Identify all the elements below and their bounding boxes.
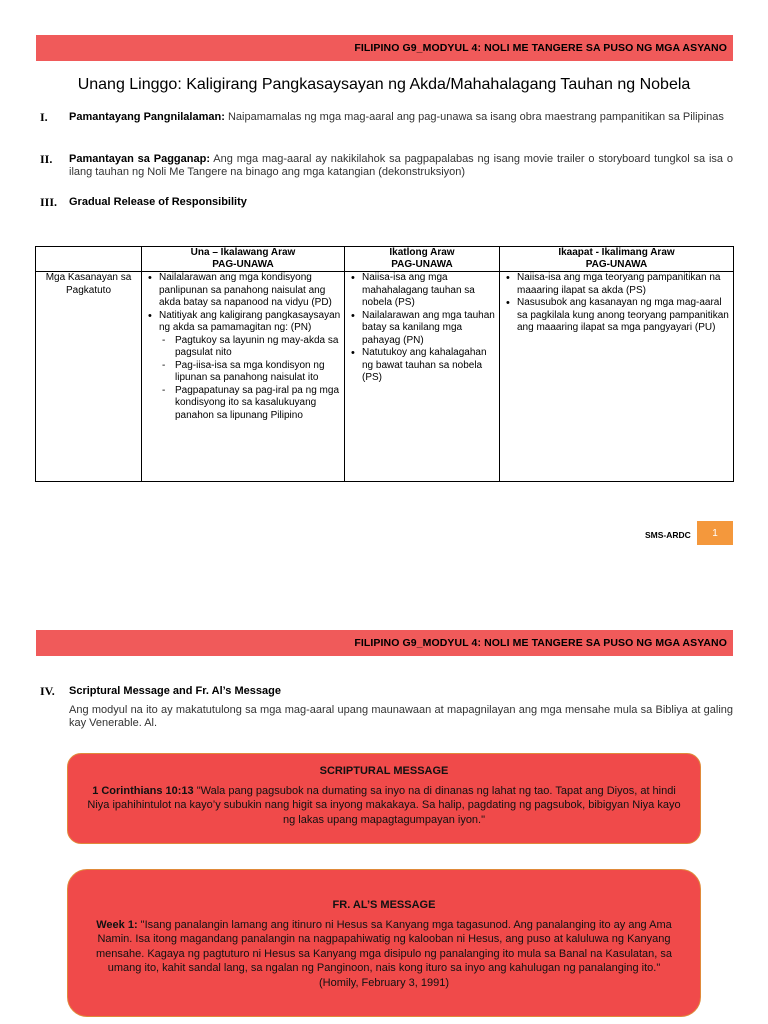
sub-list-item: - Pagtukoy sa layunin ng may-akda sa pagsulat nito xyxy=(175,335,341,360)
scripture-text: "Wala pang pagsubok na dumating sa inyo na di dinanas ng lahat ng tao. Tapat ang Diyos, at hindi Niya ipahihintulot na kayo’y subukin nang higit sa inyong makakaya. Sa halip, pagdating ng pagsubok, bibigyan Niya kayo ng lakas upang mapagtagumpayan iyon." xyxy=(87,784,681,826)
section-1 xyxy=(36,111,733,124)
section-text: Naipamamalas ng mga mag-aaral ang pag-unawa sa isang obra maestrang pampanitikan sa Pilipinas xyxy=(227,111,724,123)
section-number: III. xyxy=(40,195,58,209)
fr-al-message-box xyxy=(67,869,701,1017)
section-label: Gradual Release of Responsibility xyxy=(69,196,247,208)
table-header-row xyxy=(36,247,734,272)
module-header-title: FILIPINO G9_MODYUL 4: NOLI ME TANGERE SA PUSO NG MGA ASYANO xyxy=(354,42,727,54)
table-header-cell xyxy=(345,247,500,272)
module-header-title: FILIPINO G9_MODYUL 4: NOLI ME TANGERE SA PUSO NG MGA ASYANO xyxy=(354,637,727,649)
table-header-cell xyxy=(142,247,345,272)
sub-list-item: - Pag-iisa-isa sa mga kondisyon ng lipunan sa panahong naisulat ito xyxy=(175,360,341,385)
row-label: Mga Kasanayan sa Pagkatuto xyxy=(36,272,142,482)
column-day: Una – Ikalawang Araw xyxy=(190,247,296,258)
footer-tag: SMS-ARDC xyxy=(645,530,691,540)
column-day: Ikaapat - Ikalimang Araw xyxy=(558,247,675,258)
sub-list-item: - Pagpapatunay sa pag-iral pa ng mga kondisyong ito sa kasalukuyang panahon sa lipunang Pilipino xyxy=(175,385,341,423)
section-number: I. xyxy=(40,110,48,124)
page-number: 1 xyxy=(697,521,733,545)
table-header-cell xyxy=(500,247,734,272)
scriptural-message-title: SCRIPTURAL MESSAGE xyxy=(319,765,449,777)
table-cell-col3 xyxy=(500,272,734,482)
section-2 xyxy=(36,153,733,179)
fr-al-message-body xyxy=(90,918,678,991)
section-text: Ang modyul na ito ay makatutulong sa mga mag-aaral upang maunawaan at mapagnilayan ang mga mensahe mula sa Bibliya at galing kay Venerable. Al. xyxy=(69,704,733,729)
fr-al-text: "Isang panalangin lamang ang itinuro ni Hesus sa Kanyang mga tagasunod. Ang panalanging ito ay ang Ama Namin. Isa itong magandang panalangin na nagpapahiwatig ng kalooban ni Hesus, ang puso at kaluluwa ng Kanyang mensahe. Kagaya ng pagtuturo ni Hesus sa Kanyang mga disipulo ng panalanging ito mula sa Banal na Kasulatan, sa umang ito, kahit sandal lang, sa ngalan ng Panginoon, nais kong ituro sa inyo ang kahulugan ng panalanging ito." (Homily, February 3, 1991) xyxy=(95,918,673,989)
section-label: Pamantayan sa Pagganap: xyxy=(69,153,210,165)
list-item: • Naiisa-isa ang mga teoryang pampanitikan na maaaring ilapat sa akda (PS) xyxy=(517,272,730,297)
fr-al-message-title: FR. AL’S MESSAGE xyxy=(332,899,436,911)
list-item: • Nailalarawan ang mga kondisyong panlipunan sa panahong naisulat ang akda batay sa napanood na vidyu (PD) xyxy=(159,272,341,310)
document-title: Unang Linggo: Kaligirang Pangkasaysayan ng Akda/Mahahalagang Tauhan ng Nobela xyxy=(77,76,691,93)
table-cell-col1 xyxy=(142,272,345,482)
list-item: • Natutukoy ang kahalagahan ng bawat tauhan sa nobela (PS) xyxy=(362,347,496,385)
module-header-bar xyxy=(36,35,733,61)
list-item: • Nasusubok ang kasanayan ng mga mag-aaral sa pagkilala kung anong teoryang pampanitikan ang maaaring ilapat sa mga pangyayari (PU) xyxy=(517,297,730,335)
column-phase: PAG-UNAWA xyxy=(391,259,453,270)
section-number: IV. xyxy=(40,684,55,698)
section-number: II. xyxy=(40,152,53,166)
list-item: • Naiisa-isa ang mga mahahalagang tauhan sa nobela (PS) xyxy=(362,272,496,310)
column-phase: PAG-UNAWA xyxy=(585,259,648,270)
gradual-release-table xyxy=(35,246,734,482)
list-item: • Nailalarawan ang mga tauhan batay sa kanilang mga pahayag (PN) xyxy=(362,310,496,348)
week-label: Week 1: xyxy=(96,918,138,931)
module-header-bar xyxy=(36,630,733,656)
scriptural-message-box xyxy=(67,753,701,844)
column-day: Ikatlong Araw xyxy=(389,247,455,258)
table-row xyxy=(36,272,734,482)
section-text: Ang mga mag-aaral ay nakikilahok sa pagpapalabas ng isang movie trailer o storyboard tungkol sa isa o ilang tauhan ng Noli Me Tangere na binago ang mga katangian (dekonstruksiyon) xyxy=(69,153,734,178)
section-4 xyxy=(36,685,733,730)
list-item: • Natitiyak ang kaligirang pangkasaysayan ng akda sa pamamagitan ng: (PN) - Pagtukoy sa layunin ng may-akda sa pagsulat nito - Pag-iisa-isa sa mga kondisyon ng lipunan sa panahong naisulat ito - Pagpapatunay sa pag-iral pa ng mga kondisyong ito sa kasalukuyang panahon sa lipunang Pilipino xyxy=(159,310,341,423)
table-header-empty xyxy=(36,247,142,272)
scripture-reference: 1 Corinthians 10:13 xyxy=(92,784,194,797)
section-label: Pamantayang Pangnilalaman: xyxy=(69,111,225,123)
column-phase: PAG-UNAWA xyxy=(212,259,274,270)
table-cell-col2 xyxy=(345,272,500,482)
scriptural-message-body xyxy=(84,784,684,828)
section-label: Scriptural Message and Fr. Al’s Message xyxy=(69,685,281,697)
section-3 xyxy=(36,196,733,209)
